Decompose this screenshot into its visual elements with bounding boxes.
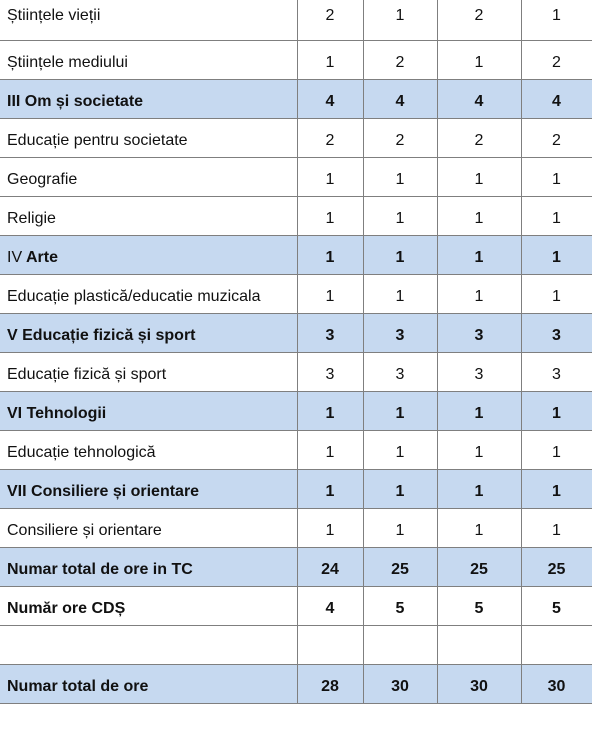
table-row (0, 157, 592, 196)
cds-hours-row (0, 586, 592, 625)
hours-cell: 1 (521, 235, 592, 274)
section-label: III Om și societate (7, 92, 144, 110)
grand-total-cell (0, 664, 297, 703)
subject-label: Consiliere și orientare (7, 521, 162, 539)
hours-cell: 3 (363, 352, 437, 391)
subject-cell (0, 157, 297, 196)
hours-cell: 1 (363, 235, 437, 274)
subject-label: Educație fizică și sport (7, 365, 167, 383)
table-row (0, 0, 592, 40)
subject-label: Științele vieții (7, 7, 101, 24)
cds-cell (0, 586, 297, 625)
cds-label: Număr ore CDȘ (7, 599, 126, 617)
section-numeral: IV (7, 248, 23, 266)
hours-cell: 1 (297, 508, 363, 547)
hours-cell: 1 (363, 469, 437, 508)
hours-cell: 25 (521, 547, 592, 586)
hours-cell: 4 (297, 586, 363, 625)
empty-cell (0, 625, 297, 664)
hours-cell: 3 (363, 313, 437, 352)
hours-cell: 1 (363, 430, 437, 469)
section-label: VII Consiliere și orientare (7, 482, 200, 500)
hours-cell: 25 (437, 547, 521, 586)
section-label: Arte (25, 248, 58, 266)
hours-cell: 1 (297, 430, 363, 469)
table-row (0, 352, 592, 391)
section-label: V Educație fizică și sport (7, 326, 196, 344)
hours-cell: 2 (521, 40, 592, 79)
section-row (0, 235, 592, 274)
hours-cell: 3 (297, 313, 363, 352)
hours-cell: 30 (363, 664, 437, 703)
hours-cell: 1 (437, 40, 521, 79)
hours-cell: 1 (437, 196, 521, 235)
hours-cell: 3 (297, 352, 363, 391)
hours-cell: 1 (297, 196, 363, 235)
hours-cell: 1 (521, 508, 592, 547)
hours-cell: 28 (297, 664, 363, 703)
hours-cell: 1 (521, 157, 592, 196)
hours-cell: 1 (521, 0, 592, 40)
empty-cell (363, 625, 437, 664)
hours-cell: 3 (521, 313, 592, 352)
empty-row (0, 625, 592, 664)
section-cell (0, 391, 297, 430)
subject-label: Geografie (7, 170, 78, 188)
hours-cell: 1 (363, 0, 437, 40)
hours-cell: 2 (521, 118, 592, 157)
hours-cell: 25 (363, 547, 437, 586)
hours-cell: 1 (297, 157, 363, 196)
hours-cell: 1 (521, 391, 592, 430)
hours-cell: 3 (437, 352, 521, 391)
hours-cell: 5 (363, 586, 437, 625)
hours-cell: 1 (437, 235, 521, 274)
total-label: Numar total de ore in TC (7, 560, 193, 578)
hours-cell: 1 (437, 391, 521, 430)
hours-cell: 24 (297, 547, 363, 586)
section-cell (0, 469, 297, 508)
subject-cell (0, 508, 297, 547)
subject-cell (0, 40, 297, 79)
hours-cell: 1 (521, 430, 592, 469)
hours-cell: 3 (521, 352, 592, 391)
grand-total-row (0, 664, 592, 703)
hours-cell: 4 (437, 79, 521, 118)
hours-cell: 2 (297, 0, 363, 40)
empty-cell (297, 625, 363, 664)
hours-cell: 4 (363, 79, 437, 118)
hours-cell: 2 (363, 40, 437, 79)
section-cell (0, 79, 297, 118)
subject-label: Religie (7, 209, 56, 227)
total-tc-row (0, 547, 592, 586)
section-cell (0, 313, 297, 352)
table-row (0, 118, 592, 157)
grand-total-label: Numar total de ore (7, 677, 149, 695)
hours-cell: 2 (437, 118, 521, 157)
hours-cell: 1 (297, 274, 363, 313)
hours-cell: 1 (297, 235, 363, 274)
hours-cell: 1 (297, 469, 363, 508)
hours-cell: 4 (521, 79, 592, 118)
hours-cell: 1 (297, 391, 363, 430)
hours-cell: 2 (363, 118, 437, 157)
hours-cell: 1 (437, 508, 521, 547)
section-row (0, 391, 592, 430)
subject-label: Științele mediului (7, 53, 128, 71)
section-row (0, 79, 592, 118)
subject-cell (0, 430, 297, 469)
subject-label: Educație pentru societate (7, 131, 188, 149)
hours-cell: 5 (437, 586, 521, 625)
total-cell (0, 547, 297, 586)
section-label: VI Tehnologii (7, 404, 107, 422)
hours-cell: 1 (437, 430, 521, 469)
section-row (0, 469, 592, 508)
subject-cell (0, 352, 297, 391)
section-cell (0, 235, 297, 274)
subject-cell (0, 0, 297, 40)
hours-cell: 2 (437, 0, 521, 40)
subject-label: Educație plastică/educatie muzicala (7, 287, 261, 305)
table-row (0, 40, 592, 79)
hours-cell: 1 (363, 508, 437, 547)
hours-cell: 30 (521, 664, 592, 703)
table-row (0, 430, 592, 469)
hours-cell: 1 (363, 274, 437, 313)
section-row (0, 313, 592, 352)
hours-cell: 1 (437, 469, 521, 508)
hours-cell: 30 (437, 664, 521, 703)
table-row (0, 508, 592, 547)
hours-cell: 2 (297, 118, 363, 157)
hours-cell: 5 (521, 586, 592, 625)
hours-cell: 3 (437, 313, 521, 352)
subject-cell (0, 118, 297, 157)
hours-cell: 1 (363, 157, 437, 196)
empty-cell (521, 625, 592, 664)
subject-cell (0, 274, 297, 313)
subject-label: Educație tehnologică (7, 443, 156, 461)
table-row (0, 196, 592, 235)
hours-cell: 1 (363, 391, 437, 430)
hours-cell: 1 (297, 40, 363, 79)
empty-cell (437, 625, 521, 664)
hours-cell: 1 (521, 274, 592, 313)
hours-cell: 1 (437, 157, 521, 196)
table-row (0, 274, 592, 313)
hours-cell: 1 (437, 274, 521, 313)
hours-cell: 1 (521, 196, 592, 235)
subject-cell (0, 196, 297, 235)
hours-cell: 4 (297, 79, 363, 118)
hours-cell: 1 (521, 469, 592, 508)
hours-cell: 1 (363, 196, 437, 235)
